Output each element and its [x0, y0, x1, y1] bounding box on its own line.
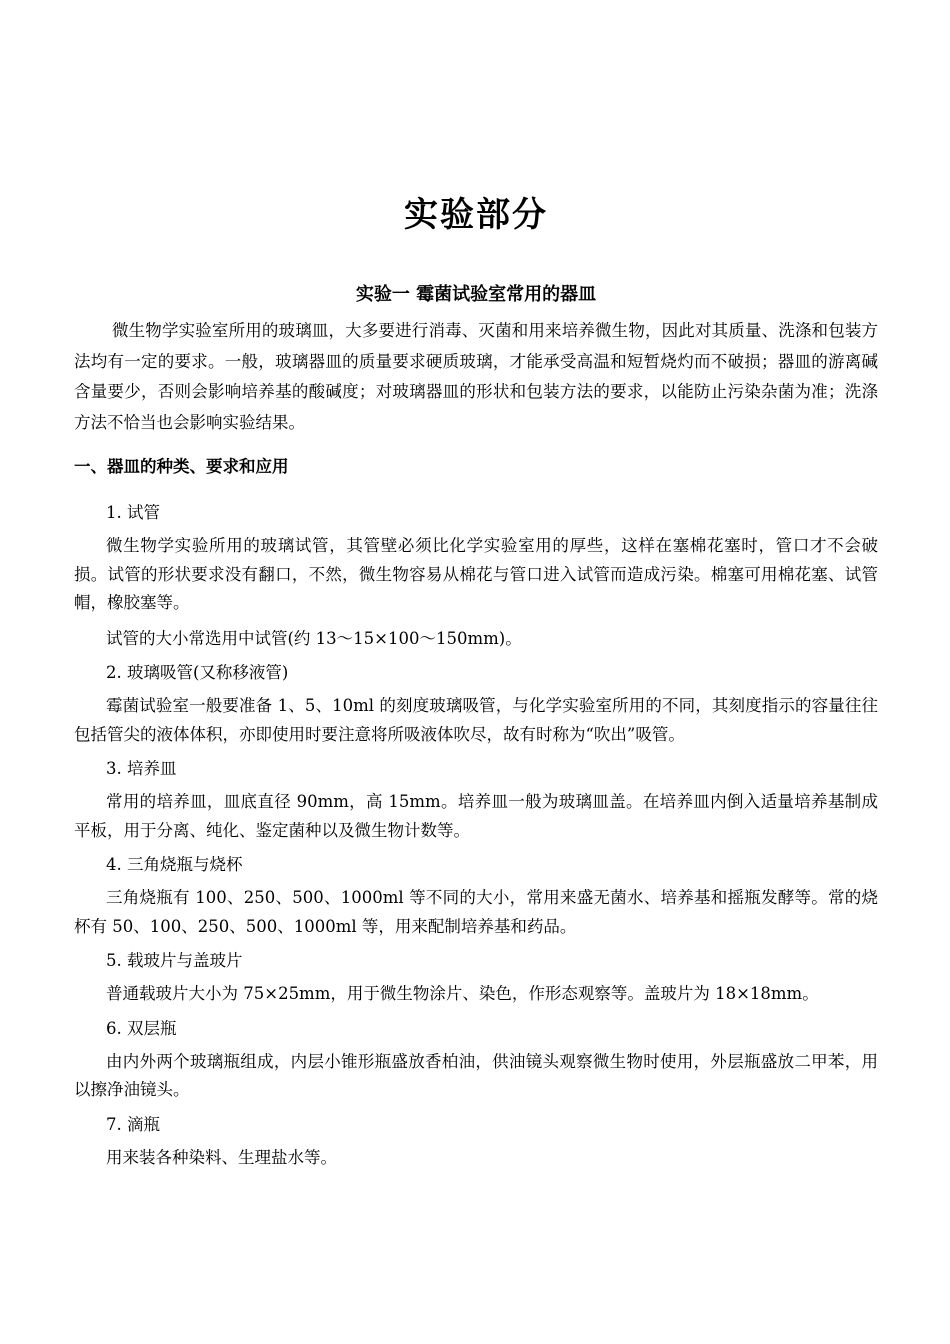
- list-item: [74, 1112, 878, 1173]
- item-heading: 6. 双层瓶: [106, 1018, 177, 1038]
- item-heading: 5. 载玻片与盖玻片: [106, 951, 243, 970]
- item-paragraph: 试管的大小常选用中试管(约 13～15×100～150mm)。: [106, 628, 522, 648]
- list-item: [74, 1016, 878, 1105]
- item-paragraph: 常用的培养皿，皿底直径 90mm，高 15mm。培养皿一般为玻璃皿盖。在培养皿内倒入适量培养基制成平板，用于分离、纯化、鉴定菌种以及微生物计数等。: [74, 792, 878, 840]
- list-item: [74, 948, 878, 1009]
- item-paragraph: 由内外两个玻璃瓶组成，内层小锥形瓶盛放香柏油，供油镜头观察微生物时使用，外层瓶盛放二甲苯，用以擦净油镜头。: [74, 1051, 878, 1099]
- item-heading: 3. 培养皿: [106, 759, 177, 778]
- item-heading: 7. 滴瓶: [106, 1114, 160, 1134]
- item-heading: 1. 试管: [106, 503, 160, 522]
- item-paragraph: 普通载玻片大小为 75×25mm，用于微生物涂片、染色，作形态观察等。盖玻片为 18×18mm。: [106, 984, 819, 1003]
- list-item: [74, 852, 878, 941]
- item-paragraph: 霉菌试验室一般要准备 1、5、10ml 的刻度玻璃吸管，与化学实验室所用的不同，其刻度指示的容量往往包括管尖的液体体积，亦即使用时要注意将所吸液体吹尽，故有时称为“吹出”吸管。: [74, 696, 878, 744]
- list-item: [74, 660, 878, 749]
- list-item: [74, 500, 878, 653]
- item-paragraph: 用来装各种染料、生理盐水等。: [106, 1147, 337, 1167]
- item-heading: 4. 三角烧瓶与烧杯: [106, 855, 243, 874]
- page-title: 实验部分: [404, 195, 548, 235]
- item-heading: 2. 玻璃吸管(又称移液管): [106, 663, 289, 682]
- list-item: [74, 756, 878, 845]
- section-heading: 一、器皿的种类、要求和应用: [74, 457, 289, 476]
- chapter-title: 实验一 霉菌试验室常用的器皿: [355, 284, 597, 305]
- item-paragraph: 微生物学实验所用的玻璃试管，其管壁必须比化学实验室用的厚些，这样在塞棉花塞时，管口才不会破损。试管的形状要求没有翻口，不然，微生物容易从棉花与管口进入试管而造成污染。棉塞可用棉花塞、试管帽，橡胶塞等。: [74, 536, 878, 612]
- equipment-list: [74, 500, 878, 1179]
- intro-paragraph: 微生物学实验室所用的玻璃皿，大多要进行消毒、灭菌和用来培养微生物，因此对其质量、洗涤和包装方法均有一定的要求。一般，玻璃器皿的质量要求硬质玻璃，才能承受高温和短暂烧灼而不破损；器皿的游离碱含量要少，否则会影响培养基的酸碱度；对玻璃器皿的形状和包装方法的要求，以能防止污染杂菌为准；洗涤方法不恰当也会影响实验结果。: [74, 321, 878, 432]
- item-paragraph: 三角烧瓶有 100、250、500、1000ml 等不同的大小，常用来盛无菌水、培养基和摇瓶发酵等。常的烧杯有 50、100、250、500、1000ml 等，用来配制培养基和药品。: [74, 888, 878, 936]
